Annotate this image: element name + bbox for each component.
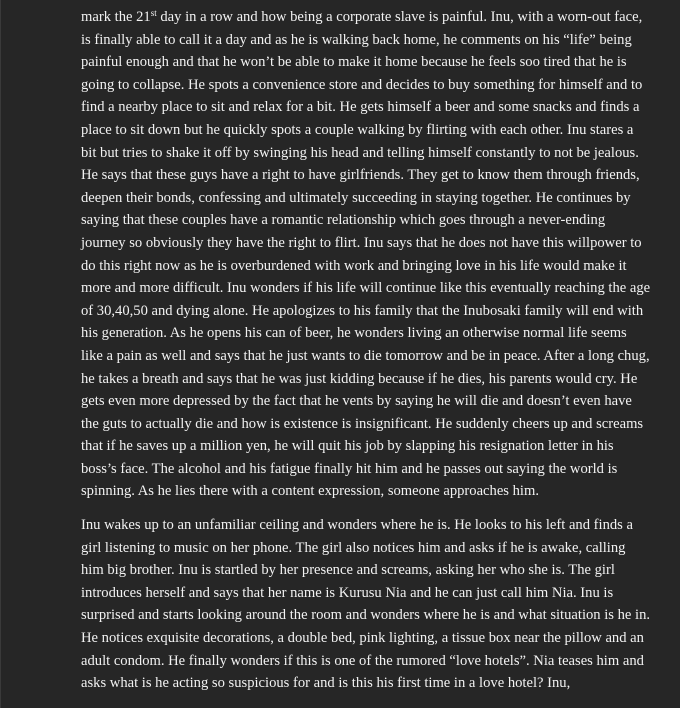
ordinal-superscript: st xyxy=(150,8,157,18)
text-line: spinning. As he lies there with a content expression, someone approaches him. xyxy=(81,483,539,500)
text-line: the guts to actually die and how is existence is insignificant. He suddenly cheers up and screams xyxy=(81,415,644,432)
text-line: his generation. As he opens his can of beer, he wonders living an otherwise normal life seems xyxy=(81,325,627,342)
text-line: do this right now as he is overburdened with work and bringing love in his life would make it xyxy=(81,257,627,274)
text-fragment: mark the 21 xyxy=(81,9,151,25)
text-line: more and more difficult. Inu wonders if his life will continue like this eventually reaching the age xyxy=(81,280,651,297)
text-line: bit but tries to shake it off by swinging his head and telling himself constantly to not be jealous. xyxy=(81,144,639,161)
text-line: asks what is he acting so suspicious for and is this his first time in a love hotel? Inu, xyxy=(81,675,571,692)
document-body xyxy=(81,6,651,706)
text-line: girl listening to music on her phone. The girl also notices him and asks if he is awake, calling xyxy=(81,539,626,556)
text-line: saying that these couples have a romantic relationship which goes through a never-ending xyxy=(81,212,606,229)
text-line xyxy=(81,6,643,29)
text-line: he takes a breath and says that he was just kidding because if he dies, his parents would cry. He xyxy=(81,370,638,387)
text-line: that if he saves up a million yen, he will quit his job by slapping his resignation letter in his xyxy=(81,438,614,455)
text-line: of 30,40,50 and dying alone. He apologizes to his family that the Inubosaki family will end with xyxy=(81,302,644,319)
text-line: place to sit down but he quickly spots a couple walking by flirting with each other. Inu stares a xyxy=(81,121,634,138)
text-line: find a nearby place to sit and relax for a bit. He gets himself a beer and some snacks and finds a xyxy=(81,99,640,116)
text-line: painful enough and that he won’t be able to make it home because he feels soo tired that he is xyxy=(81,54,627,71)
text-line: like a pain as well and says that he just wants to die tomorrow and be in peace. After a long chug, xyxy=(81,347,650,364)
text-fragment: day in a row and how being a corporate slave is painful. Inu, with a worn-out face, xyxy=(156,9,643,25)
text-line: He notices exquisite decorations, a double bed, pink lighting, a tissue box near the pillow and an xyxy=(81,630,644,647)
text-line: He says that these guys have a right to have girlfriends. They get to know them through friends, xyxy=(81,167,640,184)
text-line: him big brother. Inu is startled by her presence and screams, asking her who she is. The girl xyxy=(81,562,615,579)
text-line: going to collapse. He spots a convenience store and decides to buy something for himself and to xyxy=(81,76,643,93)
text-line: surprised and starts looking around the room and wonders where he is and what situation is he in. xyxy=(81,607,651,624)
text-line: gets even more depressed by the fact that he vents by saying he will die and doesn’t even have xyxy=(81,393,632,410)
text-line: boss’s face. The alcohol and his fatigue finally hit him and he passes out saying the world is xyxy=(81,460,618,477)
text-line: introduces herself and says that her name is Kurusu Nia and he can just call him Nia. Inu is xyxy=(81,584,614,601)
paragraph-1 xyxy=(81,6,651,503)
paragraph-2 xyxy=(81,514,651,695)
text-line: Inu wakes up to an unfamiliar ceiling and wonders where he is. He looks to his left and finds a xyxy=(81,517,633,534)
text-line: adult condom. He finally wonders if this is one of the rumored “love hotels”. Nia teases him and xyxy=(81,652,644,669)
text-line: is finally able to call it a day and as he is walking back home, he comments on his “life” being xyxy=(81,31,632,48)
text-line: deepen their bonds, confessing and ultimately succeeding in staying together. He continues by xyxy=(81,189,631,206)
text-line: journey so obviously they have the right to flirt. Inu says that he does not have this willpower to xyxy=(81,234,642,251)
